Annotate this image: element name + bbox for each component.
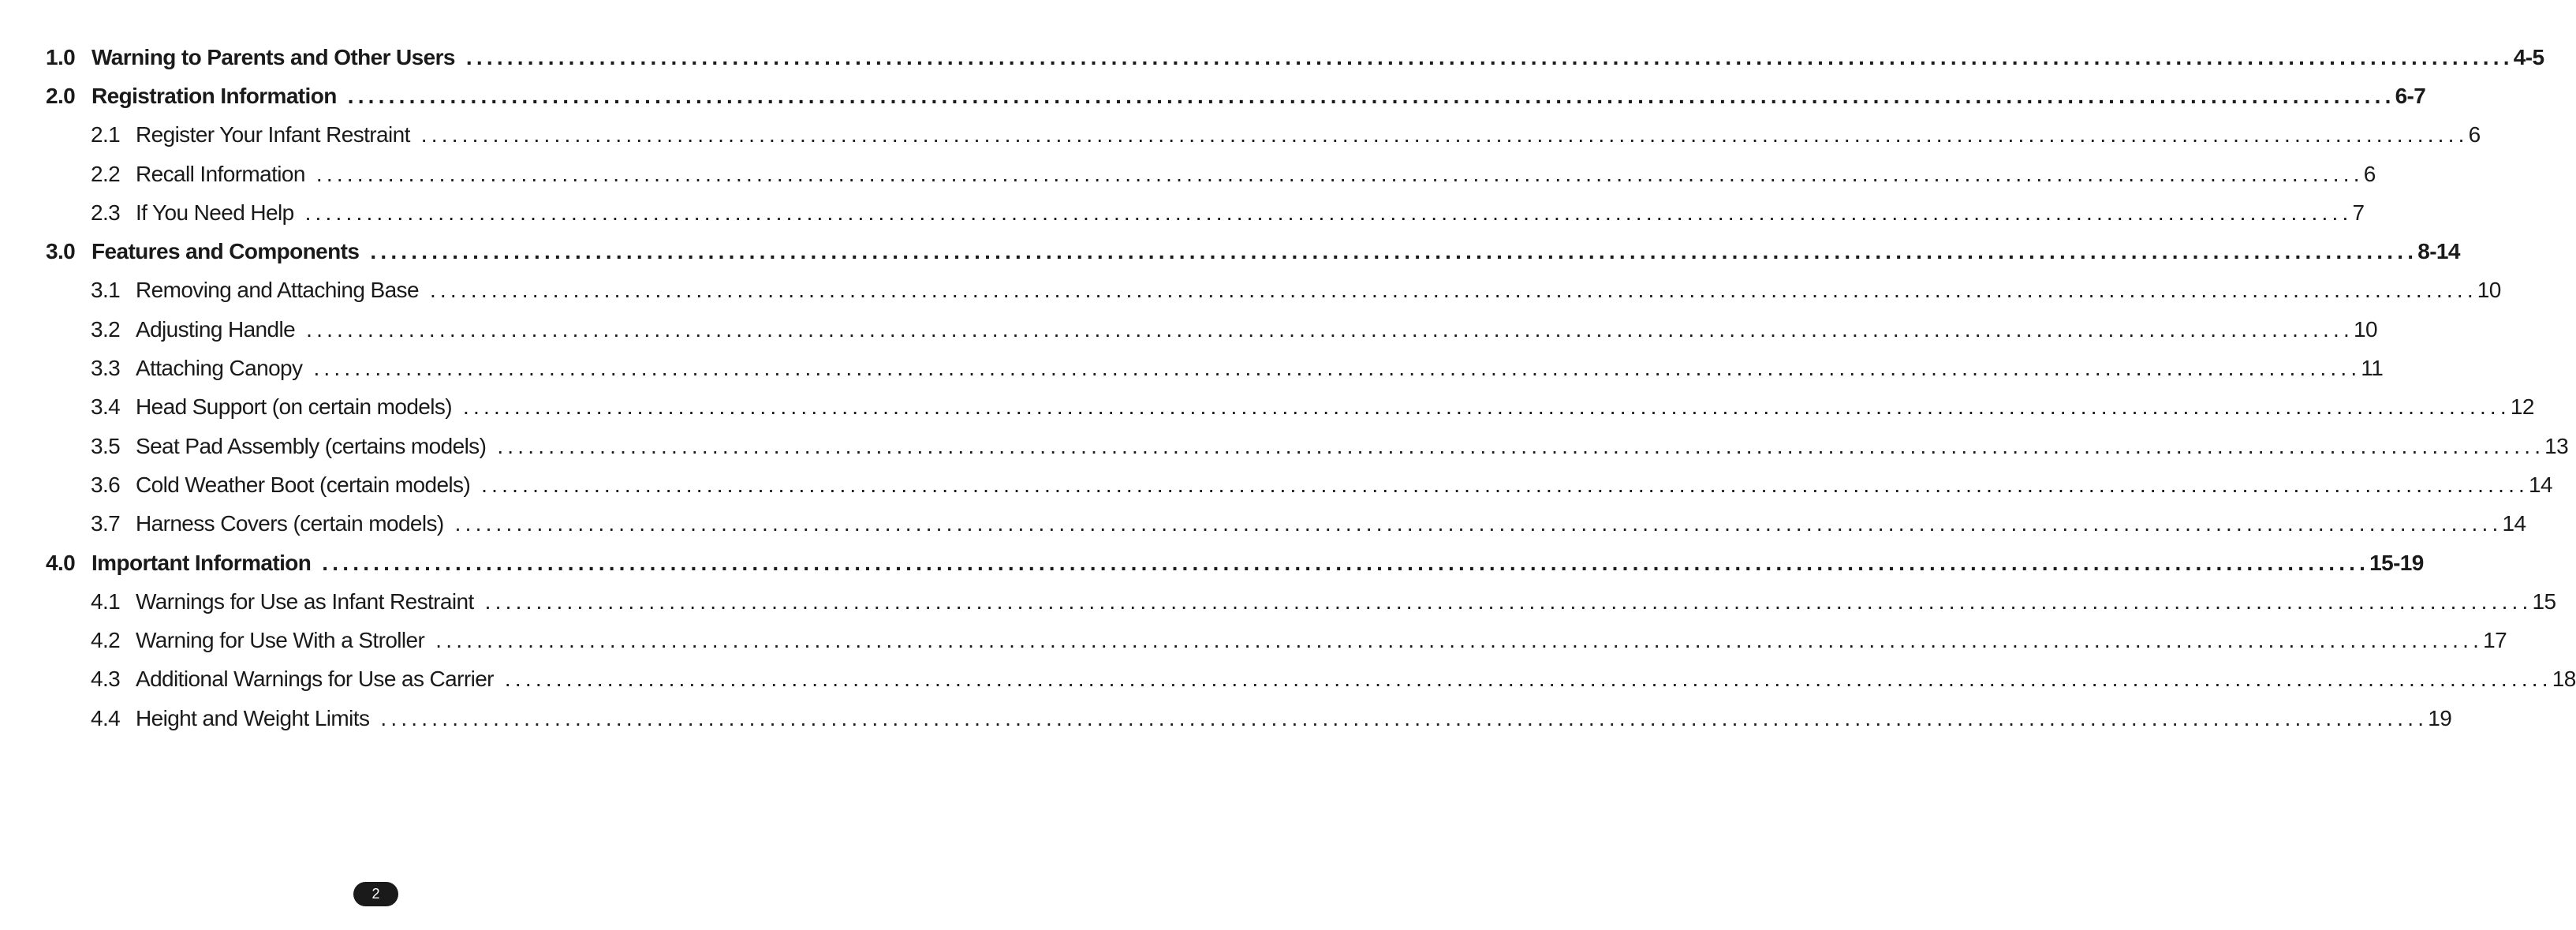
toc-entry-page: 4-5 (2513, 44, 2544, 69)
toc-dot-leader: ........................................................................................................................................................................................................ (454, 511, 2503, 536)
toc-entry-page: 7 (2352, 200, 2365, 225)
toc-dot-leader: ........................................................................................................................................................................................................ (481, 472, 2529, 497)
toc-entry-title: Warnings for Use as Infant Restraint (136, 588, 474, 614)
toc-entry-page: 19 (2428, 705, 2452, 730)
toc-entry-number: 3.2 (91, 316, 121, 342)
toc-entry-page: 6 (2468, 122, 2481, 148)
toc-entry-title: Important Information (91, 550, 312, 575)
toc-entry-title: Height and Weight Limits (136, 705, 370, 730)
toc-entry-title: Adjusting Handle (136, 316, 296, 342)
toc-entry-title: Warning for Use With a Stroller (136, 628, 425, 653)
toc-entry-page: 10 (2353, 316, 2377, 342)
toc-entry-number: 2.1 (91, 122, 121, 148)
toc-entry-number: 2.3 (91, 200, 121, 225)
toc-subsection-row (46, 427, 2569, 465)
toc-entry-page: 8-14 (2417, 239, 2460, 264)
toc-dot-leader: ........................................................................................................................................................................................................ (497, 433, 2545, 458)
toc-entry-number: 3.5 (91, 433, 121, 458)
toc-subsection-row (46, 582, 2556, 621)
toc-entry-page: 15-19 (2369, 550, 2424, 575)
toc-entry-number: 2.0 (46, 83, 76, 108)
toc-subsection-row (46, 660, 2576, 699)
toc-entry-title: Recall Information (136, 161, 305, 186)
toc-entry-title: Additional Warnings for Use as Carrier (136, 667, 494, 692)
toc-entry-page: 13 (2544, 433, 2569, 458)
toc-dot-leader: ........................................................................................................................................................................................................ (465, 44, 2514, 69)
toc-dot-leader: ........................................................................................................................................................................................................ (304, 200, 2353, 225)
table-of-contents (46, 38, 2576, 738)
toc-dot-leader: ........................................................................................................................................................................................................ (429, 278, 2477, 303)
toc-subsection-row (46, 505, 2526, 543)
toc-entry-title: Registration Information (91, 83, 337, 108)
toc-entry-title: Register Your Infant Restraint (136, 122, 410, 148)
toc-entry-page: 6 (2363, 161, 2376, 186)
toc-entry-title: Attaching Canopy (136, 356, 303, 381)
toc-subsection-row (46, 271, 2501, 310)
toc-dot-leader: ........................................................................................................................................................................................................ (347, 83, 2395, 108)
toc-dot-leader: ........................................................................................................................................................................................................ (435, 628, 2484, 653)
toc-entry-title: Seat Pad Assembly (certains models) (136, 433, 487, 458)
page-number-badge (353, 882, 398, 906)
toc-entry-number: 1.0 (46, 44, 76, 69)
toc-dot-leader: ........................................................................................................................................................................................................ (463, 394, 2511, 420)
toc-subsection-row (46, 388, 2534, 427)
toc-subsection-row (46, 155, 2376, 193)
toc-dot-leader: ........................................................................................................................................................................................................ (370, 239, 2418, 264)
toc-dot-leader: ........................................................................................................................................................................................................ (380, 705, 2429, 730)
toc-section-row (46, 38, 2544, 77)
toc-entry-number: 2.2 (91, 161, 121, 186)
toc-entry-number: 4.3 (91, 667, 121, 692)
page-number: 2 (371, 886, 380, 902)
toc-subsection-row (46, 310, 2377, 349)
toc-dot-leader: ........................................................................................................................................................................................................ (322, 550, 2370, 575)
toc-subsection-row (46, 349, 2384, 387)
toc-dot-leader: ........................................................................................................................................................................................................ (504, 667, 2552, 692)
toc-dot-leader: ........................................................................................................................................................................................................ (420, 122, 2469, 148)
toc-entry-page: 14 (2502, 511, 2526, 536)
toc-dot-leader: ........................................................................................................................................................................................................ (484, 588, 2533, 614)
toc-entry-title: If You Need Help (136, 200, 294, 225)
toc-entry-page: 15 (2532, 588, 2556, 614)
toc-entry-title: Head Support (on certain models) (136, 394, 453, 420)
toc-entry-number: 4.4 (91, 705, 121, 730)
toc-section-row (46, 543, 2424, 582)
toc-entry-number: 3.0 (46, 239, 76, 264)
toc-entry-page: 12 (2510, 394, 2534, 420)
toc-entry-number: 3.1 (91, 278, 121, 303)
toc-entry-number: 3.4 (91, 394, 121, 420)
toc-entry-title: Features and Components (91, 239, 360, 264)
toc-section-row (46, 232, 2460, 271)
toc-subsection-row (46, 621, 2507, 659)
toc-section-row (46, 77, 2426, 115)
toc-entry-number: 3.6 (91, 472, 121, 497)
toc-entry-number: 4.0 (46, 550, 76, 575)
toc-entry-page: 18 (2552, 667, 2576, 692)
toc-entry-page: 17 (2483, 628, 2507, 653)
toc-entry-title: Cold Weather Boot (certain models) (136, 472, 471, 497)
toc-entry-title: Removing and Attaching Base (136, 278, 419, 303)
toc-entry-number: 4.1 (91, 588, 121, 614)
toc-entry-page: 14 (2529, 472, 2552, 497)
toc-dot-leader: ........................................................................................................................................................................................................ (313, 356, 2361, 381)
toc-entry-title: Warning to Parents and Other Users (91, 44, 455, 69)
toc-dot-leader: ........................................................................................................................................................................................................ (315, 161, 2364, 186)
toc-entry-number: 3.3 (91, 356, 121, 381)
toc-entry-number: 4.2 (91, 628, 121, 653)
toc-subsection-row (46, 699, 2452, 738)
toc-entry-title: Harness Covers (certain models) (136, 511, 444, 536)
toc-subsection-row (46, 116, 2481, 155)
toc-entry-number: 3.7 (91, 511, 121, 536)
toc-entry-page: 10 (2477, 278, 2501, 303)
toc-entry-page: 6-7 (2395, 83, 2426, 108)
toc-subsection-row (46, 465, 2552, 504)
toc-subsection-row (46, 193, 2365, 232)
toc-entry-page: 11 (2361, 356, 2384, 381)
toc-dot-leader: ........................................................................................................................................................................................................ (306, 316, 2354, 342)
